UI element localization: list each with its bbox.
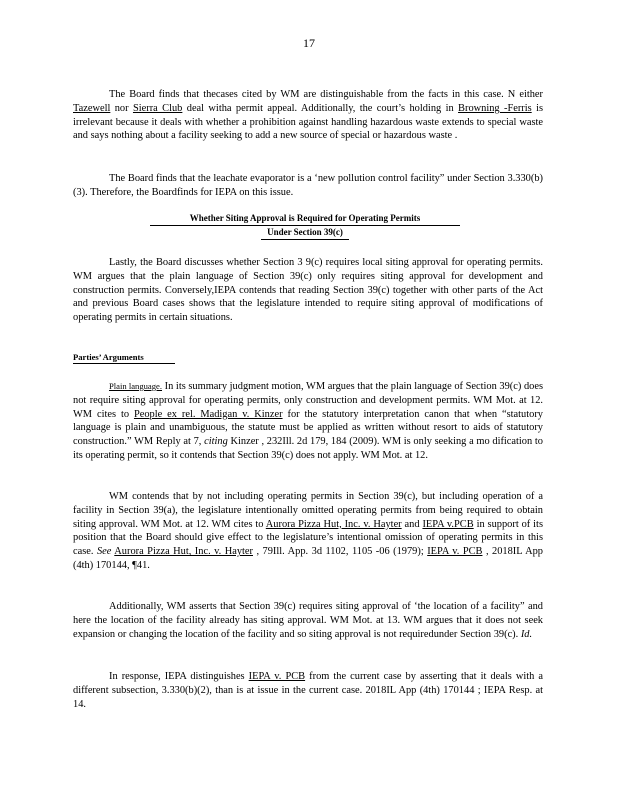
case-citation: Aurora Pizza Hut, Inc. v. Hayter	[114, 546, 253, 558]
section-heading-line2: Under Section 39(c)	[261, 226, 349, 240]
text-run: , 79Ill. App. 3d 1102, 1105 -06 (1979);	[253, 546, 428, 558]
paragraph-operating-permits	[73, 256, 543, 325]
section-heading-line1: Whether Siting Approval is Required for Operating Permits	[150, 212, 460, 226]
signal-word: citing	[204, 436, 228, 448]
text-run: The Board finds that the leachate evaporator is a ‘new pollution control facility” under Section 3.330(b)(3). Therefore, the Boardfinds for IEPA on this issue.	[73, 173, 543, 198]
text-run: Kinzer , 232Ill. 2d 179, 184 (2009). WM is only seeking a mo dification to its operating permit, so it contends that Section 39(c) does not apply. WM Mot. at 12.	[73, 436, 543, 461]
paragraph-plain-language	[73, 380, 543, 463]
text-run: Additionally, WM asserts that Section 39(c) requires siting approval of ‘the location of a facility” and here the location of the facility already has siting approval. WM Mot. at 13. WM argues that it does not seek expansion or changing the location of the facility and so siting approval is not requiredunder Section 39(c).	[73, 601, 543, 640]
case-citation: Browning -Ferris	[458, 102, 532, 114]
paragraph-iepa-response	[73, 670, 543, 711]
text-run: for the statutory interpretation canon that when “statutory language is plain and unambiguous, the statute must be applied as written without resort to aids of statutory construction.” WM Reply at 7,	[73, 408, 543, 448]
text-run: The Board finds that thecases cited by WM are distinguishable from the facts in this case. N either	[109, 89, 543, 100]
subheading-parties-arguments: Parties’ Arguments	[73, 352, 175, 364]
text-run: deal witha permit appeal. Additionally, the court’s holding in	[182, 102, 459, 114]
text-run: In its summary judgment motion, WM argues that the plain language of Section 39(c) does not require siting approval for operating permits, only construction and development permits. WM Mot. at 12. WM cites to	[73, 381, 544, 420]
text-run: , 2018IL App (4th) 170144, ¶41.	[73, 546, 544, 571]
section-heading	[150, 212, 460, 240]
case-citation: IEPA v. PCB	[248, 671, 306, 682]
paragraph-intentional-omission	[73, 490, 543, 573]
paragraph-distinguishable-cases	[73, 88, 543, 143]
paragraph-location-of-facility	[73, 600, 543, 641]
case-citation: Aurora Pizza Hut, Inc. v. Hayter	[265, 518, 402, 530]
text-run: WM contends that by not including operating permits in Section 39(c), but including operation of a facility in Section 39(a), the legislature intentionally omitted operating permits from being required to obtain siting approval. WM Mot. at 12. WM cites to	[73, 491, 543, 530]
signal-word: Id.	[520, 628, 533, 640]
text-run: is irrelevant because it deals with whether a prohibition against handling hazardous waste extends to special waste and says nothing about a facility seeking to add a new source of special or hazardous waste .	[73, 102, 543, 142]
signal-word: See	[96, 546, 112, 558]
text-run: Lastly, the Board discusses whether Section 3 9(c) requires local siting approval for operating permits. WM argues that the plain language of Section 39(c) only requires siting approval for development and construction permits. Conversely,IEPA contends that reading Section 39(c) together with other parts of the Act and previous Board cases shows that the legislature intended to require siting approval of modifications of operating permits in certain situations.	[73, 257, 543, 324]
text-run: and	[401, 518, 423, 530]
paragraph-label: Plain language.	[109, 381, 163, 391]
paragraph-leachate-evaporator	[73, 172, 543, 200]
text-run: nor	[110, 102, 133, 114]
case-citation: IEPA v. PCB	[427, 546, 483, 558]
page-number: 17	[303, 36, 315, 50]
case-citation: Sierra Club	[132, 102, 183, 114]
text-run: from the current case by asserting that it deals with a different subsection, 3.330(b)(2), than is at issue in the current case. 2018IL App (4th) 170144 ; IEPA Resp. at 14.	[73, 671, 543, 710]
text-run: In response, IEPA distinguishes	[109, 671, 249, 682]
case-citation: Tazewell	[73, 102, 111, 114]
case-citation: IEPA v.PCB	[422, 518, 474, 530]
text-run: in support of its position that the Board should give effect to the legislature’s intentional omission of operating permits in this case.	[73, 518, 543, 558]
case-citation: People ex rel. Madigan v. Kinzer	[133, 408, 283, 420]
